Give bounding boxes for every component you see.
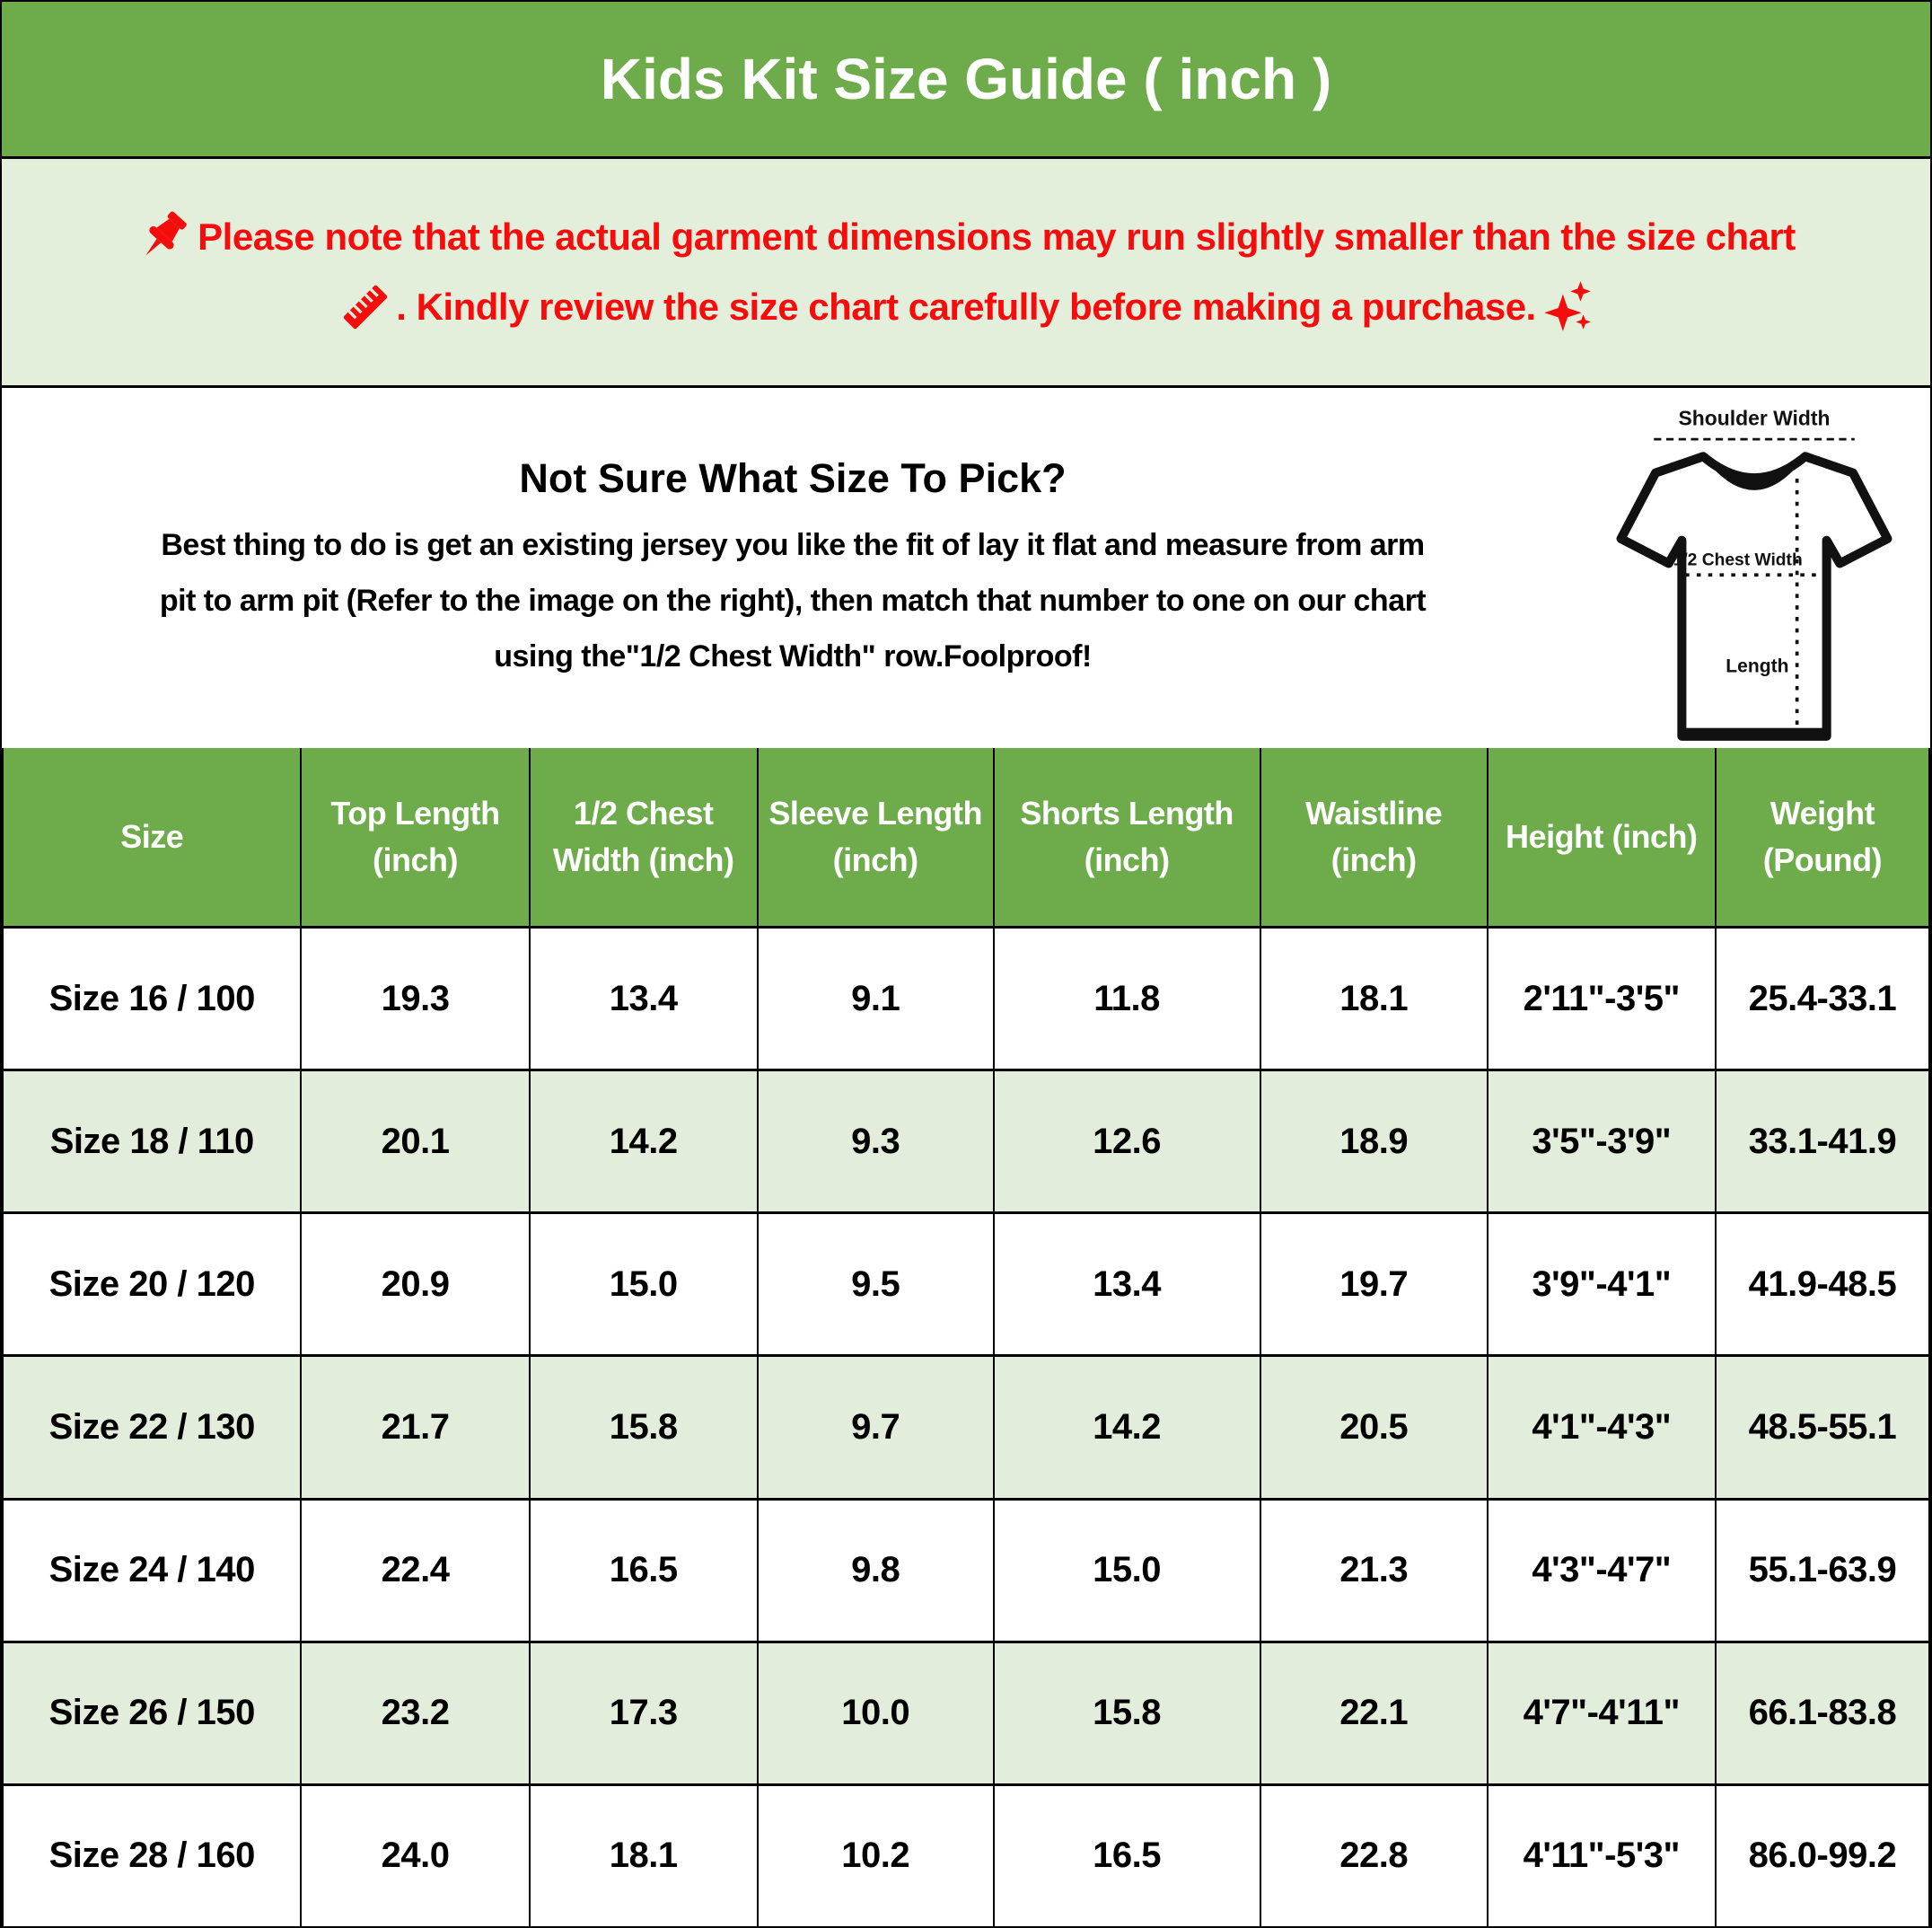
cell-top-length: 24.0: [301, 1784, 529, 1926]
cell-sleeve-length: 9.8: [758, 1499, 994, 1642]
header-weight: Weight (Pound): [1716, 748, 1929, 928]
cell-top-length: 20.1: [301, 1070, 529, 1213]
cell-height: 3'5"-3'9": [1488, 1070, 1716, 1213]
cell-half-chest: 15.0: [530, 1213, 758, 1356]
cell-top-length: 23.2: [301, 1642, 529, 1784]
notice-text-1: Please note that the actual garment dimensions may run slightly smaller than the size chart: [198, 216, 1796, 258]
table-row: [3, 1499, 1929, 1642]
cell-size: Size 26 / 150: [3, 1642, 301, 1784]
cell-sleeve-length: 10.0: [758, 1642, 994, 1784]
cell-height: 3'9"-4'1": [1488, 1213, 1716, 1356]
header-shorts-length: Shorts Length (inch): [994, 748, 1260, 928]
cell-size: Size 18 / 110: [3, 1070, 301, 1213]
cell-shorts-length: 12.6: [994, 1070, 1260, 1213]
cell-top-length: 21.7: [301, 1356, 529, 1499]
table-row: [3, 1642, 1929, 1784]
cell-weight: 33.1-41.9: [1716, 1070, 1929, 1213]
header-size: Size: [3, 748, 301, 928]
cell-half-chest: 18.1: [530, 1784, 758, 1926]
cell-sleeve-length: 9.3: [758, 1070, 994, 1213]
cell-size: Size 16 / 100: [3, 928, 301, 1070]
cell-waistline: 18.1: [1260, 928, 1488, 1070]
size-table-header-row: [3, 748, 1929, 928]
shoulder-width-label: Shoulder Width: [1678, 406, 1831, 430]
table-row: [3, 1070, 1929, 1213]
cell-weight: 55.1-63.9: [1716, 1499, 1929, 1642]
cell-height: 4'11"-5'3": [1488, 1784, 1716, 1926]
cell-waistline: 22.8: [1260, 1784, 1488, 1926]
cell-size: Size 20 / 120: [3, 1213, 301, 1356]
cell-shorts-length: 14.2: [994, 1356, 1260, 1499]
cell-weight: 86.0-99.2: [1716, 1784, 1929, 1926]
fit-help-heading: Not Sure What Size To Pick?: [519, 454, 1067, 501]
cell-shorts-length: 15.8: [994, 1642, 1260, 1784]
cell-size: Size 28 / 160: [3, 1784, 301, 1926]
table-row: [3, 1356, 1929, 1499]
fit-help-text: [2, 388, 1578, 748]
cell-shorts-length: 15.0: [994, 1499, 1260, 1642]
cell-half-chest: 13.4: [530, 928, 758, 1070]
cell-waistline: 20.5: [1260, 1356, 1488, 1499]
cell-height: 4'3"-4'7": [1488, 1499, 1716, 1642]
fit-help-body-line-2: pit to arm pit (Refer to the image on the right), then match that number to one on our chart: [159, 583, 1427, 618]
cell-half-chest: 15.8: [530, 1356, 758, 1499]
cell-sleeve-length: 9.5: [758, 1213, 994, 1356]
table-row: [3, 928, 1929, 1070]
fit-help-body-line-3: using the"1/2 Chest Width" row.Foolproof!: [494, 638, 1092, 673]
cell-waistline: 18.9: [1260, 1070, 1488, 1213]
fit-help-section: [2, 388, 1930, 748]
cell-shorts-length: 11.8: [994, 928, 1260, 1070]
notice-line-1: [136, 209, 1796, 265]
table-row: [3, 1784, 1929, 1926]
cell-height: 4'7"-4'11": [1488, 1642, 1716, 1784]
header-sleeve-length: Sleeve Length (inch): [758, 748, 994, 928]
page-title-bar: [2, 2, 1930, 159]
cell-weight: 66.1-83.8: [1716, 1642, 1929, 1784]
header-half-chest-width: 1/2 Chest Width (inch): [530, 748, 758, 928]
cell-top-length: 19.3: [301, 928, 529, 1070]
notice-banner: [2, 159, 1930, 388]
fit-help-body-line-1: Best thing to do is get an existing jersey you like the fit of lay it flat and measure from arm: [161, 527, 1425, 562]
notice-line-2: [340, 279, 1591, 335]
cell-size: Size 24 / 140: [3, 1499, 301, 1642]
half-chest-width-label: 1/2 Chest Width: [1673, 550, 1803, 570]
size-table-container: [2, 748, 1930, 1926]
cell-half-chest: 14.2: [530, 1070, 758, 1213]
cell-sleeve-length: 9.1: [758, 928, 994, 1070]
table-row: [3, 1213, 1929, 1356]
header-top-length: Top Length (inch): [301, 748, 529, 928]
cell-top-length: 20.9: [301, 1213, 529, 1356]
cell-height: 2'11"-3'5": [1488, 928, 1716, 1070]
page-title: Kids Kit Size Guide ( inch ): [600, 47, 1332, 111]
sparkles-icon: [1541, 279, 1592, 335]
cell-sleeve-length: 9.7: [758, 1356, 994, 1499]
ruler-icon: [340, 282, 391, 332]
cell-top-length: 22.4: [301, 1499, 529, 1642]
cell-height: 4'1"-4'3": [1488, 1356, 1716, 1499]
cell-sleeve-length: 10.2: [758, 1784, 994, 1926]
tshirt-diagram-icon: [1606, 401, 1902, 754]
length-label: Length: [1726, 656, 1789, 677]
cell-weight: 48.5-55.1: [1716, 1356, 1929, 1499]
cell-half-chest: 16.5: [530, 1499, 758, 1642]
notice-text-2: . Kindly review the size chart carefully before making a purchase.: [396, 286, 1536, 328]
tshirt-measurement-diagram: [1578, 388, 1930, 748]
cell-waistline: 21.3: [1260, 1499, 1488, 1642]
cell-waistline: 22.1: [1260, 1642, 1488, 1784]
cell-weight: 41.9-48.5: [1716, 1213, 1929, 1356]
size-table: [2, 748, 1930, 1926]
cell-half-chest: 17.3: [530, 1642, 758, 1784]
cell-shorts-length: 13.4: [994, 1213, 1260, 1356]
header-waistline: Waistline (inch): [1260, 748, 1488, 928]
cell-weight: 25.4-33.1: [1716, 928, 1929, 1070]
cell-waistline: 19.7: [1260, 1213, 1488, 1356]
cell-shorts-length: 16.5: [994, 1784, 1260, 1926]
cell-size: Size 22 / 130: [3, 1356, 301, 1499]
header-height: Height (inch): [1488, 748, 1716, 928]
pushpin-icon: [136, 209, 192, 265]
